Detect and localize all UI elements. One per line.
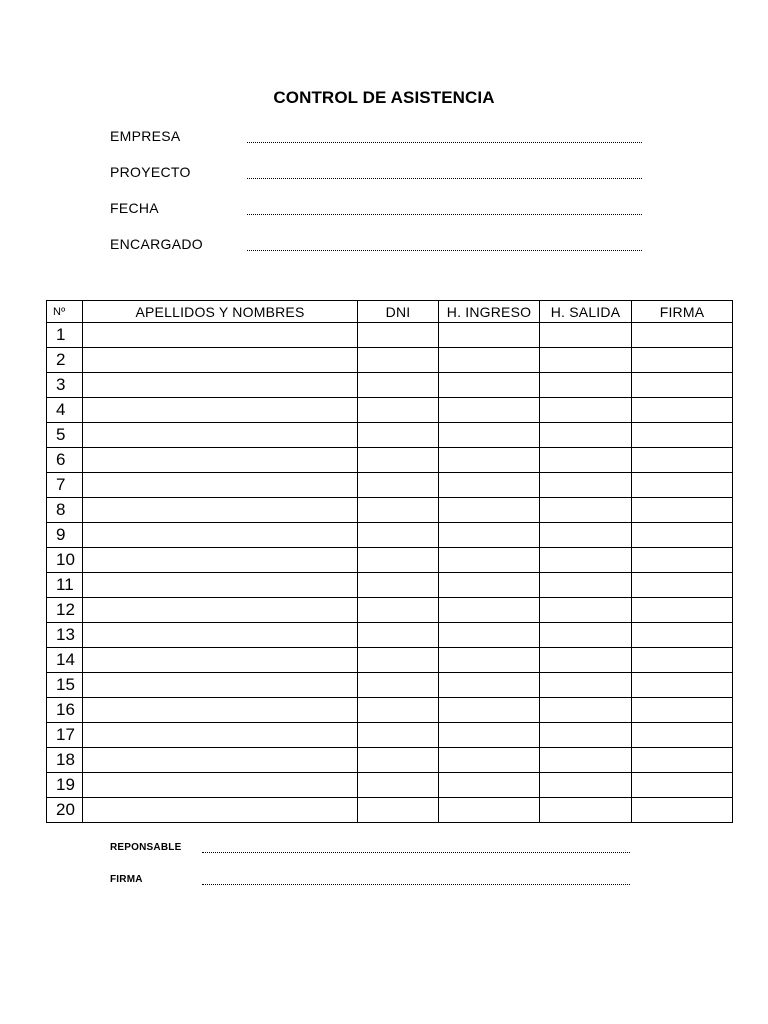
- dni-cell[interactable]: [358, 698, 439, 723]
- entry-time-cell[interactable]: [439, 673, 540, 698]
- exit-time-cell[interactable]: [540, 598, 632, 623]
- signature-cell[interactable]: [632, 373, 733, 398]
- date-blank-line[interactable]: [247, 214, 642, 215]
- row-number: 6: [47, 448, 83, 473]
- row-number: 8: [47, 498, 83, 523]
- dni-cell[interactable]: [358, 448, 439, 473]
- table-row: [47, 598, 733, 623]
- signature-label: FIRMA: [110, 874, 143, 885]
- names-cell[interactable]: [83, 698, 358, 723]
- exit-time-cell[interactable]: [540, 448, 632, 473]
- dni-cell[interactable]: [358, 673, 439, 698]
- entry-time-cell[interactable]: [439, 348, 540, 373]
- table-row: [47, 623, 733, 648]
- manager-blank-line[interactable]: [247, 250, 642, 251]
- header-names: APELLIDOS Y NOMBRES: [83, 301, 358, 323]
- signature-cell[interactable]: [632, 498, 733, 523]
- names-cell[interactable]: [83, 548, 358, 573]
- entry-time-cell[interactable]: [439, 373, 540, 398]
- signature-cell[interactable]: [632, 323, 733, 348]
- row-number: 16: [47, 698, 83, 723]
- table-row: [47, 523, 733, 548]
- dni-cell[interactable]: [358, 373, 439, 398]
- dni-cell[interactable]: [358, 598, 439, 623]
- entry-time-cell[interactable]: [439, 398, 540, 423]
- date-label: FECHA: [110, 200, 159, 216]
- row-number: 10: [47, 548, 83, 573]
- entry-time-cell[interactable]: [439, 548, 540, 573]
- page-title: CONTROL DE ASISTENCIA: [273, 88, 495, 107]
- table-row: [47, 348, 733, 373]
- header-entry-time: H. INGRESO: [439, 301, 540, 323]
- names-cell[interactable]: [83, 523, 358, 548]
- entry-time-cell[interactable]: [439, 798, 540, 823]
- signature-field: [110, 874, 630, 890]
- entry-time-cell[interactable]: [439, 448, 540, 473]
- row-number: 14: [47, 648, 83, 673]
- names-cell[interactable]: [83, 673, 358, 698]
- date-field: [110, 200, 642, 220]
- project-label: PROYECTO: [110, 164, 191, 180]
- row-number: 17: [47, 723, 83, 748]
- table-row: [47, 423, 733, 448]
- company-field: [110, 128, 642, 148]
- entry-time-cell[interactable]: [439, 748, 540, 773]
- exit-time-cell[interactable]: [540, 348, 632, 373]
- signature-cell[interactable]: [632, 548, 733, 573]
- row-number: 18: [47, 748, 83, 773]
- names-cell[interactable]: [83, 448, 358, 473]
- signature-cell[interactable]: [632, 398, 733, 423]
- entry-time-cell[interactable]: [439, 598, 540, 623]
- table-row: [47, 648, 733, 673]
- table-row: [47, 398, 733, 423]
- exit-time-cell[interactable]: [540, 798, 632, 823]
- exit-time-cell[interactable]: [540, 673, 632, 698]
- dni-cell[interactable]: [358, 723, 439, 748]
- signature-blank-line[interactable]: [202, 884, 630, 885]
- header-exit-time: H. SALIDA: [540, 301, 632, 323]
- row-number: 7: [47, 473, 83, 498]
- row-number: 9: [47, 523, 83, 548]
- exit-time-cell[interactable]: [540, 723, 632, 748]
- manager-field: [110, 236, 642, 256]
- row-number: 2: [47, 348, 83, 373]
- signature-cell[interactable]: [632, 448, 733, 473]
- project-field: [110, 164, 642, 184]
- names-cell[interactable]: [83, 323, 358, 348]
- company-label: EMPRESA: [110, 128, 181, 144]
- signature-cell[interactable]: [632, 748, 733, 773]
- row-number: 4: [47, 398, 83, 423]
- exit-time-cell[interactable]: [540, 398, 632, 423]
- names-cell[interactable]: [83, 798, 358, 823]
- dni-cell[interactable]: [358, 323, 439, 348]
- exit-time-cell[interactable]: [540, 548, 632, 573]
- entry-time-cell[interactable]: [439, 698, 540, 723]
- company-blank-line[interactable]: [247, 142, 642, 143]
- attendance-table: [46, 300, 733, 823]
- names-cell[interactable]: [83, 648, 358, 673]
- row-number: 19: [47, 773, 83, 798]
- signature-cell[interactable]: [632, 723, 733, 748]
- names-cell[interactable]: [83, 773, 358, 798]
- dni-cell[interactable]: [358, 423, 439, 448]
- table-header-row: [47, 301, 733, 323]
- header-dni: DNI: [358, 301, 439, 323]
- table-row: [47, 698, 733, 723]
- signature-cell[interactable]: [632, 673, 733, 698]
- responsible-field: [110, 842, 630, 858]
- signature-cell[interactable]: [632, 573, 733, 598]
- names-cell[interactable]: [83, 348, 358, 373]
- entry-time-cell[interactable]: [439, 473, 540, 498]
- dni-cell[interactable]: [358, 523, 439, 548]
- table-row: [47, 798, 733, 823]
- row-number: 3: [47, 373, 83, 398]
- names-cell[interactable]: [83, 423, 358, 448]
- exit-time-cell[interactable]: [540, 773, 632, 798]
- dni-cell[interactable]: [358, 348, 439, 373]
- table-row: [47, 373, 733, 398]
- table-row: [47, 448, 733, 473]
- table-row: [47, 498, 733, 523]
- row-number: 20: [47, 798, 83, 823]
- dni-cell[interactable]: [358, 548, 439, 573]
- dni-cell[interactable]: [358, 473, 439, 498]
- row-number: 12: [47, 598, 83, 623]
- dni-cell[interactable]: [358, 623, 439, 648]
- names-cell[interactable]: [83, 573, 358, 598]
- entry-time-cell[interactable]: [439, 323, 540, 348]
- signature-cell[interactable]: [632, 423, 733, 448]
- exit-time-cell[interactable]: [540, 648, 632, 673]
- table-row: [47, 548, 733, 573]
- responsible-blank-line[interactable]: [202, 852, 630, 853]
- exit-time-cell[interactable]: [540, 623, 632, 648]
- names-cell[interactable]: [83, 598, 358, 623]
- row-number: 15: [47, 673, 83, 698]
- row-number: 5: [47, 423, 83, 448]
- signature-cell[interactable]: [632, 648, 733, 673]
- signature-cell[interactable]: [632, 698, 733, 723]
- signature-cell[interactable]: [632, 348, 733, 373]
- table-row: [47, 473, 733, 498]
- dni-cell[interactable]: [358, 498, 439, 523]
- names-cell[interactable]: [83, 723, 358, 748]
- header-number: Nº: [47, 301, 83, 323]
- entry-time-cell[interactable]: [439, 723, 540, 748]
- entry-time-cell[interactable]: [439, 773, 540, 798]
- exit-time-cell[interactable]: [540, 573, 632, 598]
- dni-cell[interactable]: [358, 773, 439, 798]
- manager-label: ENCARGADO: [110, 236, 203, 252]
- exit-time-cell[interactable]: [540, 373, 632, 398]
- signature-cell[interactable]: [632, 598, 733, 623]
- signature-cell[interactable]: [632, 523, 733, 548]
- entry-time-cell[interactable]: [439, 498, 540, 523]
- dni-cell[interactable]: [358, 398, 439, 423]
- signature-cell[interactable]: [632, 773, 733, 798]
- table-row: [47, 748, 733, 773]
- signature-cell[interactable]: [632, 798, 733, 823]
- names-cell[interactable]: [83, 623, 358, 648]
- dni-cell[interactable]: [358, 748, 439, 773]
- table-row: [47, 673, 733, 698]
- exit-time-cell[interactable]: [540, 698, 632, 723]
- table-row: [47, 323, 733, 348]
- table-row: [47, 723, 733, 748]
- exit-time-cell[interactable]: [540, 523, 632, 548]
- entry-time-cell[interactable]: [439, 648, 540, 673]
- row-number: 13: [47, 623, 83, 648]
- exit-time-cell[interactable]: [540, 498, 632, 523]
- names-cell[interactable]: [83, 373, 358, 398]
- table-row: [47, 573, 733, 598]
- entry-time-cell[interactable]: [439, 523, 540, 548]
- signature-cell[interactable]: [632, 473, 733, 498]
- responsible-label: REPONSABLE: [110, 842, 182, 853]
- names-cell[interactable]: [83, 473, 358, 498]
- row-number: 1: [47, 323, 83, 348]
- entry-time-cell[interactable]: [439, 573, 540, 598]
- names-cell[interactable]: [83, 748, 358, 773]
- dni-cell[interactable]: [358, 798, 439, 823]
- exit-time-cell[interactable]: [540, 323, 632, 348]
- names-cell[interactable]: [83, 498, 358, 523]
- exit-time-cell[interactable]: [540, 423, 632, 448]
- entry-time-cell[interactable]: [439, 623, 540, 648]
- names-cell[interactable]: [83, 398, 358, 423]
- row-number: 11: [47, 573, 83, 598]
- project-blank-line[interactable]: [247, 178, 642, 179]
- signature-cell[interactable]: [632, 623, 733, 648]
- entry-time-cell[interactable]: [439, 423, 540, 448]
- dni-cell[interactable]: [358, 648, 439, 673]
- exit-time-cell[interactable]: [540, 748, 632, 773]
- table-row: [47, 773, 733, 798]
- header-signature: FIRMA: [632, 301, 733, 323]
- dni-cell[interactable]: [358, 573, 439, 598]
- exit-time-cell[interactable]: [540, 473, 632, 498]
